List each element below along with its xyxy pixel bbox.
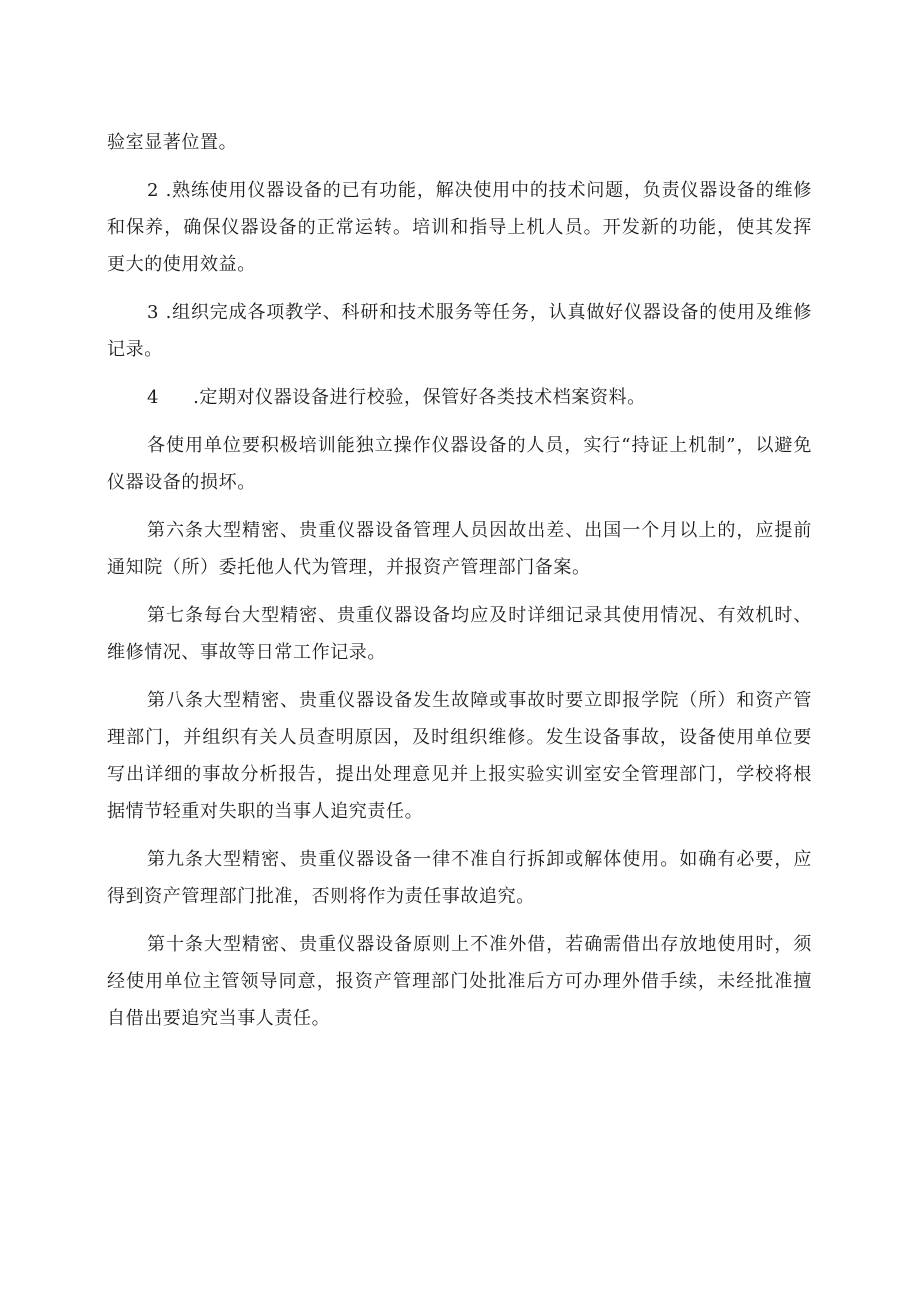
paragraph-continuation: 验室显著位置。 [107,132,238,153]
paragraph-article-8: 第八条大型精密、贵重仪器设备发生故障或事故时要立即报学院（所）和资产管理部门，并组织有关人员查明原因，及时组织维修。发生设备事故，设备使用单位要写出详细的事故分析报告，提出处理意见并上报实验实训室安全管理部门，学校将根据情节轻重对失职的当事人追究责任。 [107,690,812,822]
item-4-number: 4 [147,387,160,408]
paragraph-article-9: 第九条大型精密、贵重仪器设备一律不准自行拆卸或解体使用。如确有必要，应得到资产管理部门批准，否则将作为责任事故追究。 [107,849,812,907]
paragraph-article-10: 第十条大型精密、贵重仪器设备原则上不准外借，若确需借出存放地使用时，须经使用单位主管领导同意，报资产管理部门处批准后方可办理外借手续，未经批准擅自借出要追究当事人责任。 [107,934,812,1029]
paragraph-item-2: 2 .熟练使用仪器设备的已有功能，解决使用中的技术问题，负责仪器设备的维修和保养，确保仪器设备的正常运转。培训和指导上机人员。开发新的功能，使其发挥更大的使用效益。 [107,180,812,275]
paragraph-article-7: 第七条每台大型精密、贵重仪器设备均应及时详细记录其使用情况、有效机时、维修情况、事故等日常工作记录。 [107,605,812,663]
document-body [107,124,812,1048]
paragraph-article-6: 第六条大型精密、贵重仪器设备管理人员因故出差、出国一个月以上的，应提前通知院（所）委托他人代为管理，并报资产管理部门备案。 [107,520,812,578]
item-4-text: .定期对仪器设备进行校验，保管好各类技术档案资料。 [193,387,646,408]
paragraph-certification: 各使用单位要积极培训能独立操作仪器设备的人员，实行“持证上机制”，以避免仪器设备的损坏。 [107,435,812,493]
paragraph-item-4 [107,379,812,416]
paragraph-item-3: 3 .组织完成各项教学、科研和技术服务等任务，认真做好仪器设备的使用及维修记录。 [107,302,812,360]
